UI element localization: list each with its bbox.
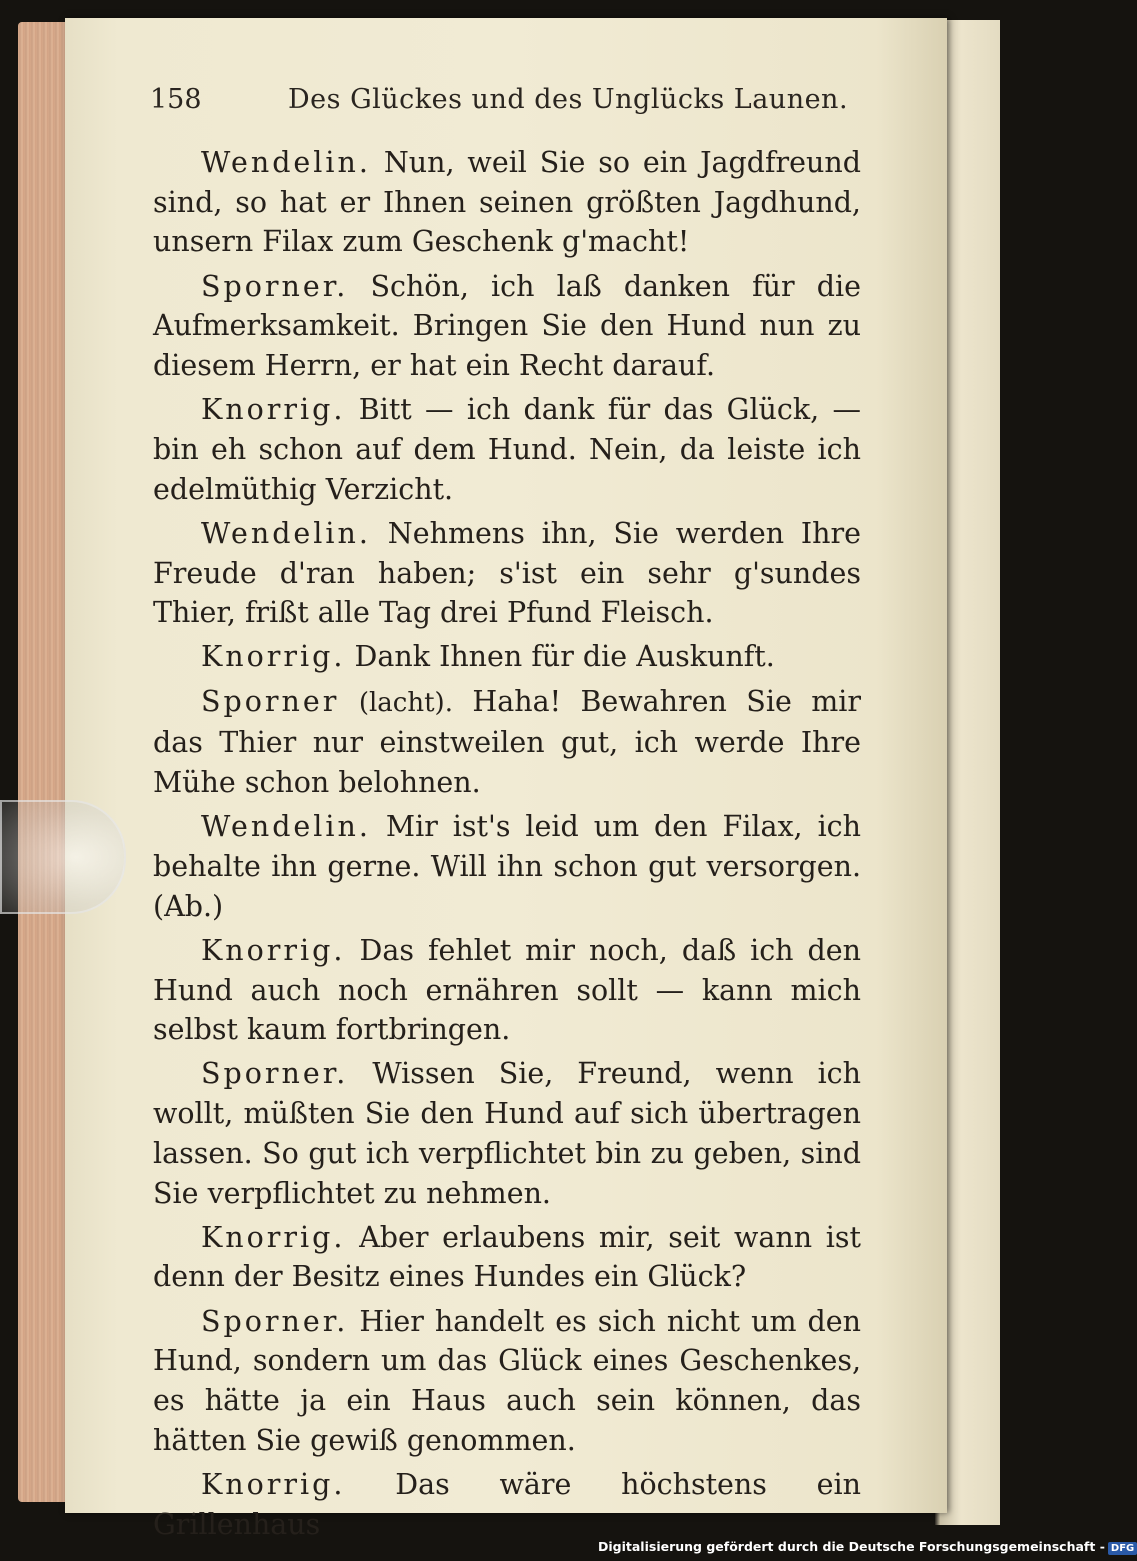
dialogue-paragraph bbox=[153, 807, 861, 926]
dialogue-paragraph bbox=[153, 143, 861, 262]
page-header bbox=[150, 84, 870, 124]
page-clip bbox=[0, 800, 126, 914]
footer-text: Digitalisierung gefördert durch die Deutsche Forschungsgemeinschaft - bbox=[598, 1539, 1105, 1554]
dialogue-paragraph bbox=[153, 931, 861, 1050]
dialogue-paragraph bbox=[153, 1054, 861, 1213]
text-block bbox=[153, 143, 861, 1549]
speaker-name: Sporner. bbox=[201, 269, 349, 303]
dialogue-text: Mir ist's leid um den Filax, ich behalte ihn gerne. Will ihn schon gut versorgen. (Ab.) bbox=[153, 810, 861, 923]
speaker-name: Sporner. bbox=[201, 1304, 349, 1338]
running-head: Des Glückes und des Unglücks Launen. bbox=[288, 84, 849, 115]
dialogue-paragraph bbox=[153, 637, 861, 677]
dialogue-paragraph bbox=[153, 1302, 861, 1461]
speaker-name: Knorrig. bbox=[201, 1220, 346, 1254]
speaker-name: Sporner. bbox=[201, 1057, 349, 1091]
dialogue-paragraph bbox=[153, 514, 861, 633]
dialogue-text: Dank Ihnen für die Auskunft. bbox=[354, 640, 775, 674]
dfg-logo: DFG bbox=[1108, 1542, 1137, 1555]
speaker-name: Knorrig. bbox=[201, 640, 346, 674]
speaker-name: Wendelin. bbox=[201, 516, 371, 550]
dialogue-paragraph bbox=[153, 682, 861, 803]
speaker-name: Knorrig. bbox=[201, 933, 346, 967]
dialogue-paragraph bbox=[153, 267, 861, 386]
digitization-footer bbox=[598, 1539, 1135, 1561]
dialogue-text: Hier handelt es sich nicht um den Hund, sondern um das Glück eines Geschenkes, es hätte ja ein Haus auch sein können, das hätten Sie gewiß genommen. bbox=[153, 1304, 861, 1457]
page-number: 158 bbox=[150, 84, 202, 115]
stage-direction: (lacht). bbox=[358, 687, 453, 718]
dialogue-text: Schön, ich laß danken für die Aufmerksamkeit. Bringen Sie den Hund nun zu diesem Herrn, er hat ein Recht darauf. bbox=[153, 269, 861, 383]
speaker-name: Knorrig. bbox=[201, 393, 346, 427]
speaker-name: Wendelin. bbox=[201, 810, 371, 844]
dialogue-text: Bitt — ich dank für das Glück, — bin eh schon auf dem Hund. Nein, da leiste ich edelmüthig Verzicht. bbox=[153, 393, 861, 506]
speaker-name: Knorrig. bbox=[201, 1468, 346, 1501]
dialogue-text: Aber erlaubens mir, seit wann ist denn der Besitz eines Hundes ein Glück? bbox=[153, 1220, 861, 1294]
dialogue-text: Haha! Bewahren Sie mir das Thier nur einstweilen gut, ich werde Ihre Mühe schon belohnen. bbox=[153, 684, 862, 800]
dialogue-paragraph bbox=[153, 1465, 861, 1544]
dialogue-text: Wissen Sie, Freund, wenn ich wollt, müßten Sie den Hund auf sich übertragen lassen. So gut ich verpflichtet bin zu geben, sind Sie verpflichtet zu nehmen. bbox=[153, 1057, 861, 1210]
dialogue-paragraph bbox=[153, 1218, 861, 1297]
dialogue-text: Das fehlet mir noch, daß ich den Hund auch noch ernähren sollt — kann mich selbst kaum fortbringen. bbox=[153, 933, 862, 1047]
dialogue-text: Das wäre höchstens ein Grillenhaus bbox=[153, 1468, 862, 1541]
dialogue-text: Nun, weil Sie so ein Jagdfreund sind, so hat er Ihnen seinen größten Jagdhund, unsern Filax zum Geschenk g'macht! bbox=[153, 146, 861, 259]
speaker-name: Sporner bbox=[201, 684, 340, 718]
dialogue-paragraph bbox=[153, 390, 861, 509]
speaker-name: Wendelin. bbox=[201, 146, 371, 179]
dialogue-text: Nehmens ihn, Sie werden Ihre Freude d'ran haben; s'ist ein sehr g'sundes Thier, frißt alle Tag drei Pfund Fleisch. bbox=[153, 516, 861, 630]
